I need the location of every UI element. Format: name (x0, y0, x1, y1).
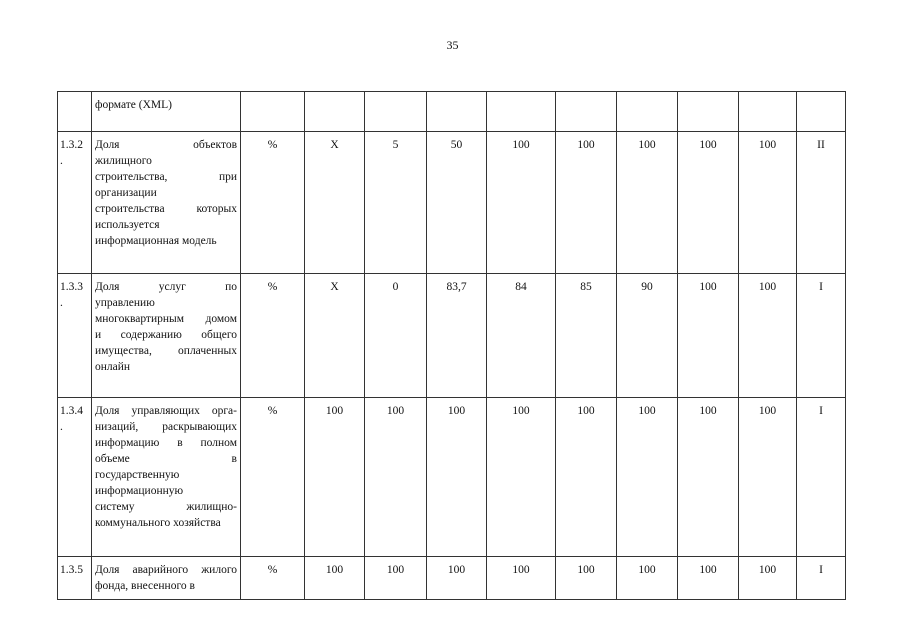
indicator-name-line: информацию в полном (95, 437, 237, 449)
row-number: 1.3.5 (58, 557, 92, 600)
indicator-name-line: Доля управляющих орга- (95, 405, 237, 417)
indicator-name-line: организации (95, 187, 157, 199)
value-cell: 100 (427, 398, 487, 557)
table-body (58, 92, 846, 600)
priority-cell: I (797, 274, 846, 398)
value-cell: 100 (678, 557, 739, 600)
value-cell: 100 (305, 557, 365, 600)
row-number (58, 92, 92, 132)
value-cell: X (305, 274, 365, 398)
indicator-name-line: объеме в (95, 453, 237, 465)
value-cell: 100 (487, 557, 556, 600)
value-cell: 85 (556, 274, 617, 398)
indicator-name-line: многоквартирным домом (95, 313, 237, 325)
unit-cell (241, 92, 305, 132)
value-cell: 100 (678, 274, 739, 398)
page-number: 35 (446, 38, 459, 52)
value-cell (305, 92, 365, 132)
table-row (58, 557, 846, 600)
value-cell: 100 (617, 557, 678, 600)
value-cell: 100 (487, 398, 556, 557)
table-row (58, 274, 846, 398)
row-number: 1.3.3 . (58, 274, 92, 398)
value-cell: X (305, 132, 365, 274)
value-cell: 83,7 (427, 274, 487, 398)
indicator-name-line: государственную (95, 469, 180, 481)
value-cell (365, 92, 427, 132)
value-cell: 100 (617, 132, 678, 274)
indicator-name-line: онлайн (95, 361, 131, 373)
table-row (58, 398, 846, 557)
indicator-name-line: используется (95, 219, 160, 231)
value-cell: 100 (427, 557, 487, 600)
indicator-name-line: и содержанию общего (95, 329, 237, 341)
indicator-name-line: Доля услуг по (95, 281, 237, 293)
indicator-name (92, 557, 241, 600)
value-cell: 100 (678, 132, 739, 274)
value-cell: 84 (487, 274, 556, 398)
unit-cell: % (241, 557, 305, 600)
priority-cell: I (797, 557, 846, 600)
indicator-name-line: имущества, оплаченных (95, 345, 237, 357)
indicator-name-line: формате (XML) (95, 99, 173, 111)
value-cell: 100 (305, 398, 365, 557)
value-cell: 100 (678, 398, 739, 557)
table-row (58, 132, 846, 274)
priority-cell: I (797, 398, 846, 557)
indicator-name-line: Доля объектов (95, 139, 237, 151)
row-number: 1.3.4 . (58, 398, 92, 557)
indicator-name-line: информационная модель (95, 235, 217, 247)
value-cell (678, 92, 739, 132)
value-cell: 100 (739, 274, 797, 398)
value-cell: 90 (617, 274, 678, 398)
indicator-name-line: строительства которых (95, 203, 237, 215)
value-cell (739, 92, 797, 132)
unit-cell: % (241, 274, 305, 398)
indicator-name (92, 132, 241, 274)
unit-cell: % (241, 398, 305, 557)
row-number: 1.3.2 . (58, 132, 92, 274)
value-cell: 5 (365, 132, 427, 274)
value-cell: 100 (365, 398, 427, 557)
value-cell: 100 (739, 398, 797, 557)
value-cell: 0 (365, 274, 427, 398)
value-cell (427, 92, 487, 132)
indicator-name-line: низаций, раскрывающих (95, 421, 237, 433)
indicator-name-line: управлению (95, 297, 155, 309)
table-row (58, 92, 846, 132)
value-cell: 100 (556, 132, 617, 274)
indicator-name-line: информационную (95, 485, 184, 497)
indicator-name (92, 274, 241, 398)
value-cell: 50 (427, 132, 487, 274)
value-cell: 100 (739, 557, 797, 600)
indicator-name-line: строительства, при (95, 171, 237, 183)
value-cell: 100 (487, 132, 556, 274)
unit-cell: % (241, 132, 305, 274)
value-cell: 100 (617, 398, 678, 557)
value-cell: 100 (556, 557, 617, 600)
value-cell: 100 (739, 132, 797, 274)
value-cell: 100 (365, 557, 427, 600)
value-cell: 100 (556, 398, 617, 557)
indicator-name (92, 398, 241, 557)
indicator-name (92, 92, 241, 132)
priority-cell (797, 92, 846, 132)
indicator-name-line: Доля аварийного жилого (95, 564, 237, 576)
value-cell (556, 92, 617, 132)
indicators-table (57, 91, 846, 600)
indicator-name-line: коммунального хозяйства (95, 517, 221, 529)
value-cell (487, 92, 556, 132)
value-cell (617, 92, 678, 132)
indicator-name-line: систему жилищно- (95, 501, 237, 513)
indicator-name-line: жилищного (95, 155, 152, 167)
indicator-name-line: фонда, внесенного в (95, 580, 195, 592)
priority-cell: II (797, 132, 846, 274)
